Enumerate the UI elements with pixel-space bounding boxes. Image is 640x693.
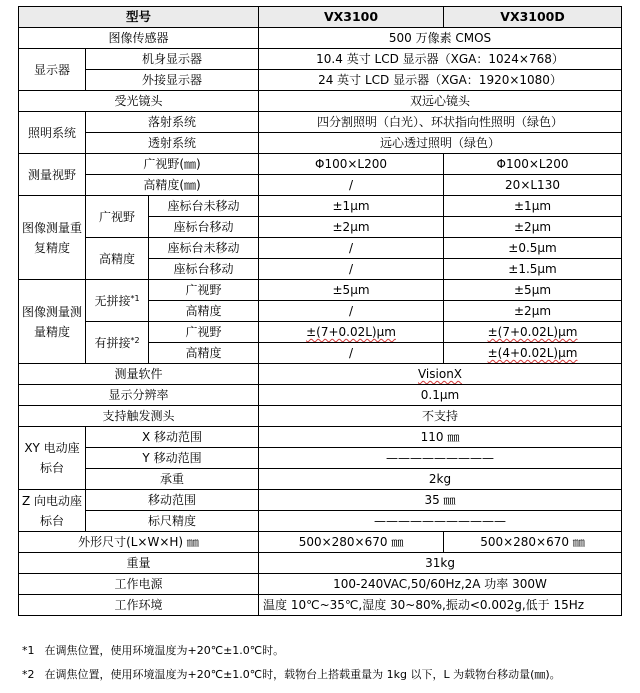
group-label: 显示器 xyxy=(19,49,86,91)
row-label: 座标台未移动 xyxy=(149,196,259,217)
value-vx3100 xyxy=(259,322,444,343)
value-vx3100d: ±0.5μm xyxy=(444,238,622,259)
group-label: 图像测量重复精度 xyxy=(19,196,86,280)
footnote-2 xyxy=(22,666,561,682)
table-row xyxy=(19,322,622,343)
row-value: 双远心镜头 xyxy=(259,91,622,112)
row-label: 显示分辨率 xyxy=(19,385,259,406)
table-row xyxy=(19,490,622,511)
row-label: 测量软件 xyxy=(19,364,259,385)
table-row xyxy=(19,427,622,448)
row-label: 落射系统 xyxy=(86,112,259,133)
footnote-text: 在调焦位置，使用环境温度为+20℃±1.0℃时，载物台上搭载重量为 1kg 以下，L 为载物台移动量(㎜)。 xyxy=(44,668,561,681)
value-vx3100d: 20×L130 xyxy=(444,175,622,196)
table-row xyxy=(19,154,622,175)
footnote-mark: *1 xyxy=(130,293,140,303)
table-row xyxy=(19,364,622,385)
row-label: 移动范围 xyxy=(86,490,259,511)
value-vx3100d: ±2μm xyxy=(444,301,622,322)
row-value: 35 ㎜ xyxy=(259,490,622,511)
row-value: 24 英寸 LCD 显示器（XGA：1920×1080） xyxy=(259,70,622,91)
value-text: VisionX xyxy=(417,367,463,381)
table-row xyxy=(19,49,622,70)
row-value: 31kg xyxy=(259,553,622,574)
table-row xyxy=(19,112,622,133)
value-vx3100: ±2μm xyxy=(259,217,444,238)
row-value: 0.1μm xyxy=(259,385,622,406)
row-label: 广视野 xyxy=(149,280,259,301)
model-vx3100d: VX3100D xyxy=(444,7,622,28)
row-label: 图像传感器 xyxy=(19,28,259,49)
row-label: 座标台移动 xyxy=(149,259,259,280)
value-vx3100d: 500×280×670 ㎜ xyxy=(444,532,622,553)
table-row xyxy=(19,574,622,595)
footnote-text: 在调焦位置，使用环境温度为+20℃±1.0℃时。 xyxy=(44,644,285,657)
row-value: 10.4 英寸 LCD 显示器（XGA：1024×768） xyxy=(259,49,622,70)
model-label: 型号 xyxy=(19,7,259,28)
table-row xyxy=(19,70,622,91)
row-label: 受光镜头 xyxy=(19,91,259,112)
value-text: ±(4+0.02L)μm xyxy=(487,346,578,360)
table-row xyxy=(19,133,622,154)
row-label: 承重 xyxy=(86,469,259,490)
row-label: 工作电源 xyxy=(19,574,259,595)
table-header-row xyxy=(19,7,622,28)
row-label: 工作环境 xyxy=(19,595,259,616)
table-row xyxy=(19,511,622,532)
row-label: 高精度 xyxy=(149,343,259,364)
row-label: 高精度 xyxy=(149,301,259,322)
subgroup-label xyxy=(86,280,149,322)
group-label: Z 向电动座标台 xyxy=(19,490,86,532)
row-label: 外形尺寸(L×W×H) ㎜ xyxy=(19,532,259,553)
row-label: 重量 xyxy=(19,553,259,574)
value-vx3100d: ±2μm xyxy=(444,217,622,238)
value-vx3100d xyxy=(444,343,622,364)
value-vx3100d: Φ100×L200 xyxy=(444,154,622,175)
row-value: 温度 10℃~35℃,湿度 30~80%,振动<0.002g,低于 15Hz xyxy=(259,595,622,616)
row-label: 支持触发测头 xyxy=(19,406,259,427)
group-label: 测量视野 xyxy=(19,154,86,196)
row-label: Y 移动范围 xyxy=(86,448,259,469)
value-text: ±(7+0.02L)μm xyxy=(487,325,578,339)
subgroup-label xyxy=(86,322,149,364)
row-value: 四分割照明（白光）、环状指向性照明（绿色） xyxy=(259,112,622,133)
row-label: 标尺精度 xyxy=(86,511,259,532)
value-vx3100: ±5μm xyxy=(259,280,444,301)
row-label: 座标台未移动 xyxy=(149,238,259,259)
value-text: ±(7+0.02L)μm xyxy=(306,325,396,339)
table-row xyxy=(19,532,622,553)
row-label: 座标台移动 xyxy=(149,217,259,238)
row-value: 500 万像素 CMOS xyxy=(259,28,622,49)
row-label: 广视野 xyxy=(149,322,259,343)
value-vx3100: Φ100×L200 xyxy=(259,154,444,175)
value-vx3100: / xyxy=(259,343,444,364)
table-row xyxy=(19,469,622,490)
model-vx3100: VX3100 xyxy=(259,7,444,28)
row-value: 100-240VAC,50/60Hz,2A 功率 300W xyxy=(259,574,622,595)
table-row xyxy=(19,448,622,469)
row-label: 广视野(㎜) xyxy=(86,154,259,175)
value-vx3100: / xyxy=(259,175,444,196)
table-row xyxy=(19,196,622,217)
row-label: 高精度(㎜) xyxy=(86,175,259,196)
table-row xyxy=(19,28,622,49)
row-label: 机身显示器 xyxy=(86,49,259,70)
value-vx3100: / xyxy=(259,301,444,322)
footnote-1 xyxy=(22,642,284,658)
value-vx3100: ±1μm xyxy=(259,196,444,217)
table-row xyxy=(19,280,622,301)
table-row xyxy=(19,175,622,196)
table-row xyxy=(19,406,622,427)
subgroup-text: 有拼接 xyxy=(94,335,131,350)
footnote-mark: *1 xyxy=(22,644,35,657)
value-vx3100: / xyxy=(259,238,444,259)
table-row xyxy=(19,385,622,406)
subgroup-label: 广视野 xyxy=(86,196,149,238)
row-value: ——————————— xyxy=(259,511,622,532)
value-vx3100d: ±1μm xyxy=(444,196,622,217)
spec-table xyxy=(18,6,622,616)
subgroup-text: 无拼接 xyxy=(94,293,131,308)
row-value: 2kg xyxy=(259,469,622,490)
footnote-mark: *2 xyxy=(22,668,35,681)
value-vx3100: 500×280×670 ㎜ xyxy=(259,532,444,553)
footnote-mark: *2 xyxy=(130,335,140,345)
row-label: 外接显示器 xyxy=(86,70,259,91)
subgroup-label: 高精度 xyxy=(86,238,149,280)
table-row xyxy=(19,553,622,574)
value-vx3100: / xyxy=(259,259,444,280)
row-value: 远心透过照明（绿色） xyxy=(259,133,622,154)
value-vx3100d xyxy=(444,322,622,343)
group-label: 图像测量测量精度 xyxy=(19,280,86,364)
row-value xyxy=(259,364,622,385)
value-vx3100d: ±1.5μm xyxy=(444,259,622,280)
row-value: 110 ㎜ xyxy=(259,427,622,448)
row-value: 不支持 xyxy=(259,406,622,427)
table-row xyxy=(19,91,622,112)
group-label: 照明系统 xyxy=(19,112,86,154)
row-label: 透射系统 xyxy=(86,133,259,154)
row-value: ————————— xyxy=(259,448,622,469)
table-row xyxy=(19,595,622,616)
group-label: XY 电动座标台 xyxy=(19,427,86,490)
value-vx3100d: ±5μm xyxy=(444,280,622,301)
table-row xyxy=(19,238,622,259)
row-label: X 移动范围 xyxy=(86,427,259,448)
